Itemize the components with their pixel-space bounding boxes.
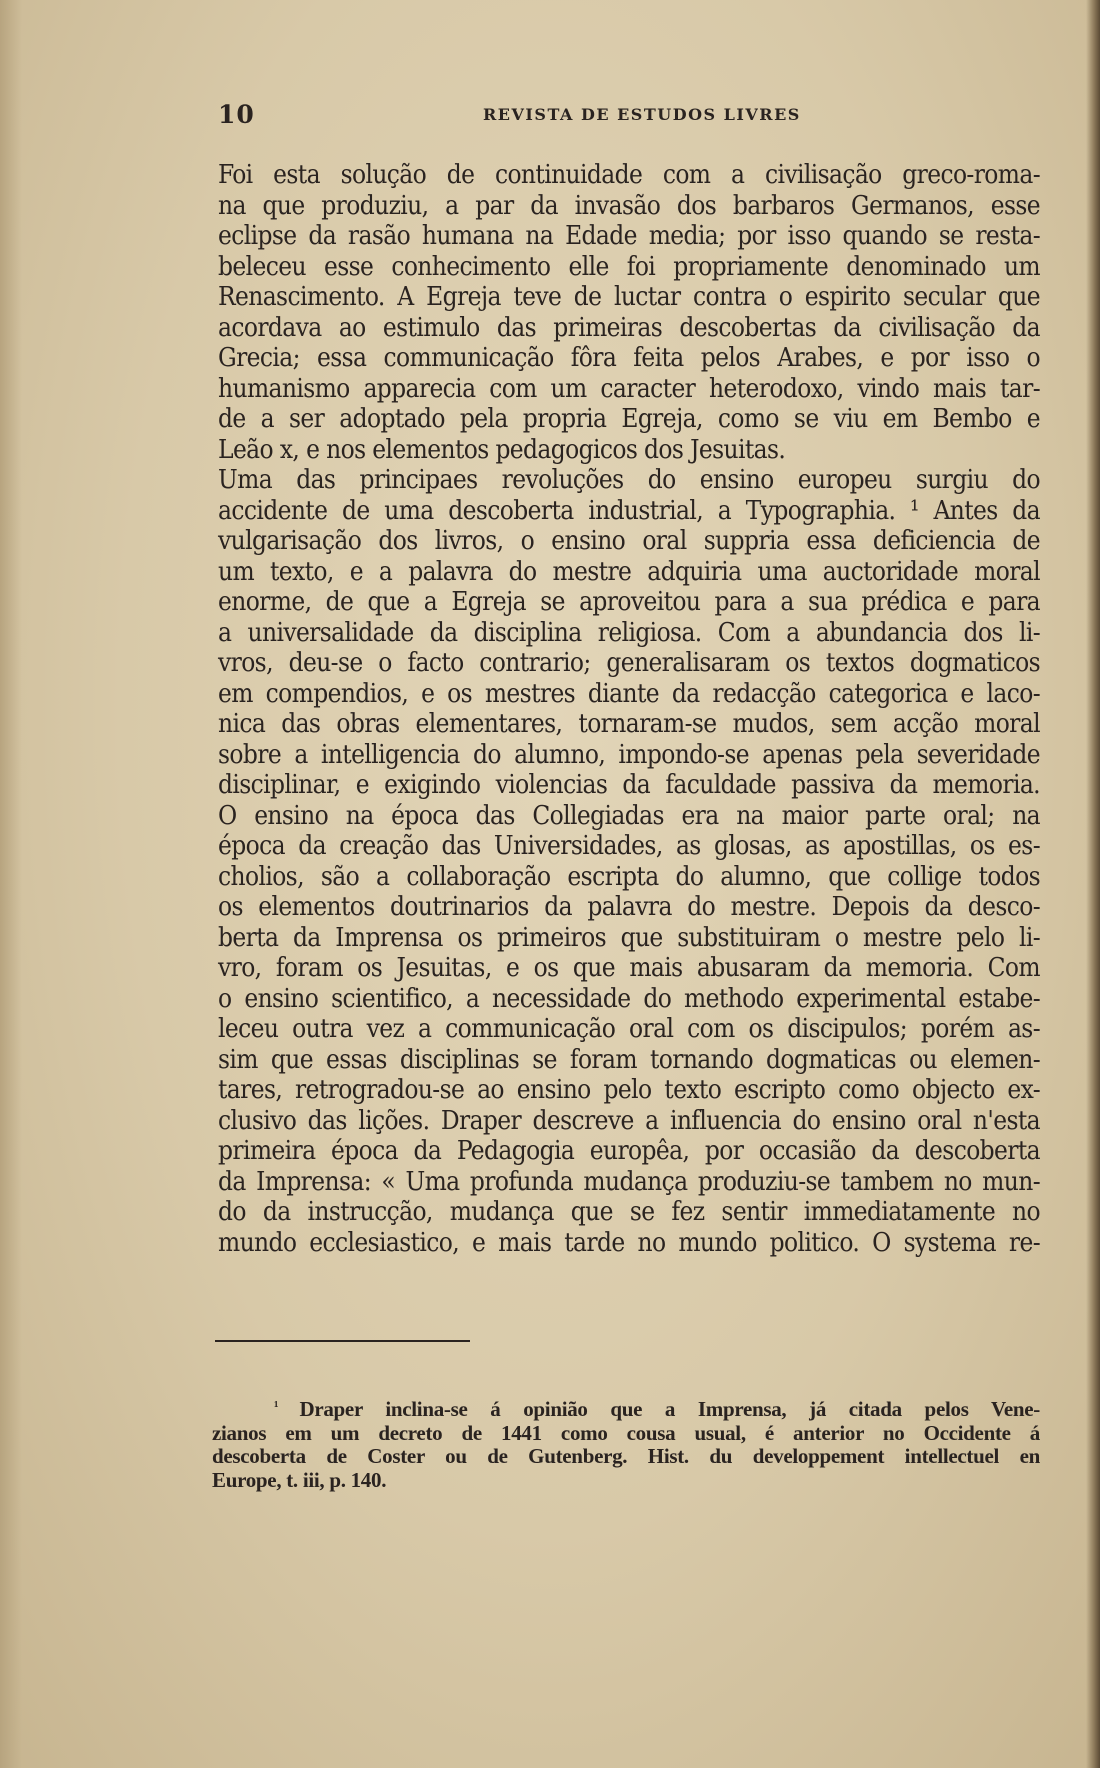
text-line: vros, deu-se o facto contrario; generalisaram os textos dogmaticos — [218, 648, 1040, 678]
text-line: o ensino scientifico, a necessidade do methodo experimental estabe- — [218, 983, 1040, 1014]
text-line: humanismo apparecia com um caracter heterodoxo, vindo mais tar- — [218, 373, 1040, 404]
footnote-line: descoberta de Coster ou de Gutenberg. Hist. du developpement intellectuel en — [212, 1444, 1040, 1468]
page-number: 10 — [218, 100, 255, 129]
text-line: a universalidade da disciplina religiosa. Com a abundancia dos li- — [218, 617, 1040, 648]
text-line: acordava ao estimulo das primeiras descobertas da civilisação da — [218, 312, 1040, 343]
text-line: Renascimento. A Egreja teve de luctar contra o espirito secular que — [218, 282, 1040, 312]
text-line: berta da Imprensa os primeiros que substituiram o mestre pelo li- — [218, 922, 1040, 953]
text-line: disciplinar, e exigindo violencias da faculdade passiva da memoria. — [218, 770, 1040, 800]
text-line: enorme, de que a Egreja se aproveitou para a sua prédica e para — [218, 587, 1040, 617]
text-line: os elementos doutrinarios da palavra do mestre. Depois da desco- — [218, 892, 1040, 922]
text-line: tares, retrogradou-se ao ensino pelo texto escripto como objecto ex- — [218, 1075, 1040, 1105]
text-line: época da creação das Universidades, as glosas, as apostillas, os es- — [218, 831, 1040, 861]
text-line: cholios, são a collaboração escripta do alumno, que collige todos — [218, 861, 1040, 892]
text-line: accidente de uma descoberta industrial, a Typographia. ¹ Antes da — [218, 495, 1040, 526]
page-left-shadow — [0, 0, 22, 1768]
text-line: leceu outra vez a communicação oral com os discipulos; porém as- — [218, 1014, 1040, 1044]
text-line: do da instrucção, mudança que se fez sentir immediatamente no — [218, 1197, 1040, 1227]
text-line: vro, foram os Jesuitas, e os que mais abusaram da memoria. Com — [218, 953, 1040, 983]
text-line: em compendios, e os mestres diante da redacção categorica e laco- — [218, 678, 1040, 709]
text-line: vulgarisação dos livros, o ensino oral suppria essa deficiencia de — [218, 526, 1040, 556]
text-line: de a ser adoptado pela propria Egreja, como se viu em Bembo e — [218, 404, 1040, 434]
running-title: REVISTA DE ESTUDOS LIVRES — [483, 105, 801, 124]
text-line: nica das obras elementares, tornaram-se mudos, sem acção moral — [218, 709, 1040, 739]
page-header — [218, 100, 1040, 130]
footnote-line: $^{^1}$ Draper inclina-se á opinião que a Imprensa, já citada pelos Vene- — [274, 1397, 1040, 1421]
text-line: Uma das principaes revoluções do ensino europeu surgiu do — [218, 465, 1040, 495]
text-line: Grecia; essa communicação fôra feita pelos Arabes, e por isso o — [218, 343, 1040, 373]
text-line: da Imprensa: « Uma profunda mudança produziu-se tambem no mun- — [218, 1166, 1040, 1197]
text-line: clusivo das lições. Draper descreve a influencia do ensino oral n'esta — [218, 1105, 1040, 1136]
text-line: Foi esta solução de continuidade com a civilisação greco-roma- — [218, 160, 1040, 190]
text-line: Leão x, e nos elementos pedagogicos dos Jesuitas. — [218, 434, 786, 465]
footnote-marker: ¹ — [274, 1399, 300, 1415]
footnote-rule — [215, 1340, 470, 1342]
footnote-line: zianos em um decreto de 1441 como cousa usual, é anterior no Occidente á — [212, 1420, 1040, 1445]
body-text — [218, 160, 1040, 1258]
footnote-line: Europe, t. iii, p. 140. — [212, 1467, 387, 1492]
text-line: um texto, e a palavra do mestre adquiria uma auctoridade moral — [218, 556, 1040, 587]
text-line: sobre a intelligencia do alumno, impondo-se apenas pela severidade — [218, 739, 1040, 770]
page-right-edge — [1086, 0, 1100, 1768]
text-line: beleceu esse conhecimento elle foi propriamente denominado um — [218, 251, 1040, 282]
text-line: O ensino na época das Collegiadas era na maior parte oral; na — [218, 800, 1040, 831]
text-line: sim que essas disciplinas se foram tornando dogmaticas ou elemen- — [218, 1044, 1040, 1075]
text-line: primeira época da Pedagogia europêa, por occasião da descoberta — [218, 1136, 1040, 1166]
text-line: na que produziu, a par da invasão dos barbaros Germanos, esse — [218, 190, 1040, 221]
text-line: eclipse da rasão humana na Edade media; por isso quando se resta- — [218, 221, 1040, 251]
footnote — [212, 1398, 1040, 1492]
text-line: mundo ecclesiastico, e mais tarde no mundo politico. O systema re- — [218, 1227, 1040, 1258]
